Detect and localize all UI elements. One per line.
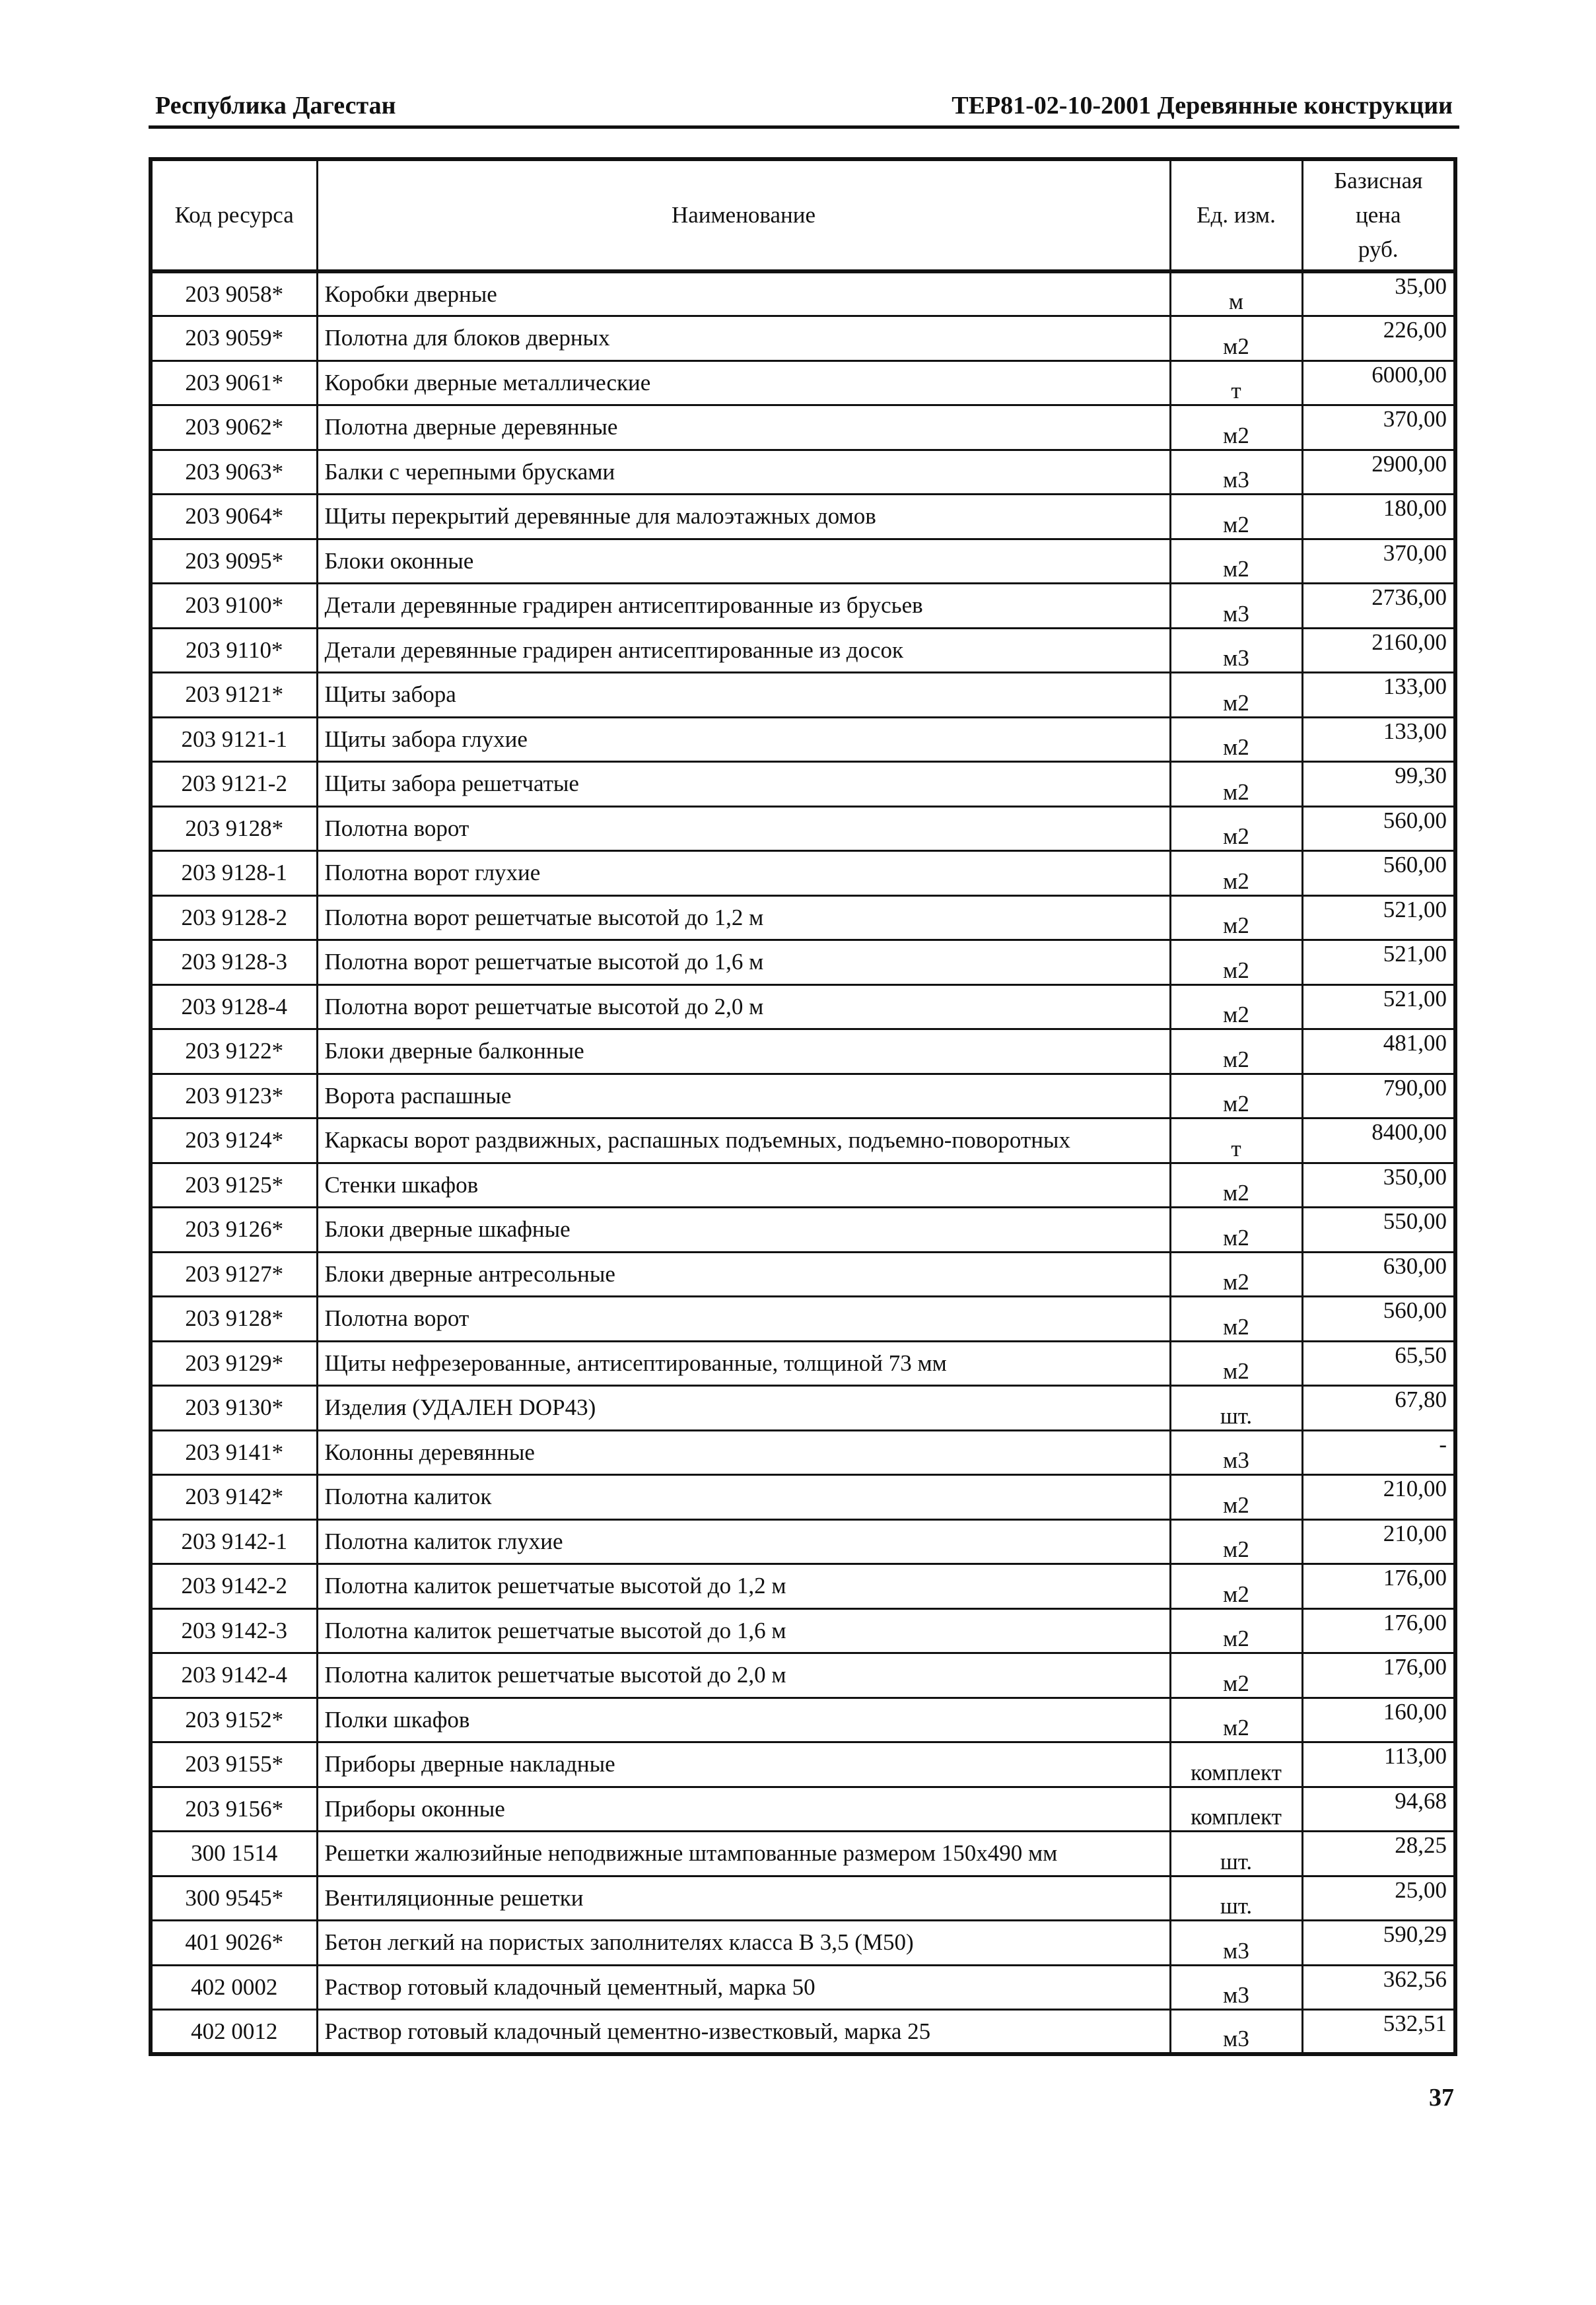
cell-price: 8400,00 (1302, 1118, 1455, 1163)
cell-name: Полотна калиток решетчатые высотой до 1,6 м (317, 1608, 1170, 1653)
cell-code: 203 9058* (151, 271, 317, 316)
cell-unit: м3 (1170, 450, 1302, 495)
cell-name: Раствор готовый кладочный цементный, марка 50 (317, 1965, 1170, 2010)
cell-unit: м2 (1170, 1297, 1302, 1342)
col-header-price-line3: руб. (1358, 236, 1399, 262)
cell-unit: м3 (1170, 584, 1302, 629)
cell-name: Полки шкафов (317, 1698, 1170, 1742)
cell-name: Стенки шкафов (317, 1163, 1170, 1208)
cell-price: 2160,00 (1302, 628, 1455, 673)
cell-price: 481,00 (1302, 1029, 1455, 1074)
cell-name: Блоки дверные балконные (317, 1029, 1170, 1074)
cell-name: Балки с черепными брусками (317, 450, 1170, 495)
cell-code: 203 9062* (151, 405, 317, 450)
cell-price: 28,25 (1302, 1832, 1455, 1876)
cell-code: 203 9121* (151, 673, 317, 718)
cell-code: 402 0002 (151, 1965, 317, 2010)
cell-unit: т (1170, 1118, 1302, 1163)
cell-code: 203 9121-1 (151, 717, 317, 762)
cell-name: Детали деревянные градирен антисептированные из досок (317, 628, 1170, 673)
cell-unit: т (1170, 361, 1302, 405)
cell-price: 180,00 (1302, 495, 1455, 539)
cell-price: 532,51 (1302, 2010, 1455, 2055)
cell-name: Полотна калиток (317, 1475, 1170, 1520)
cell-name: Коробки дверные (317, 271, 1170, 316)
cell-name: Полотна ворот решетчатые высотой до 1,6 м (317, 940, 1170, 985)
table-row (151, 1430, 1455, 1475)
cell-unit: м3 (1170, 1965, 1302, 2010)
cell-price: 521,00 (1302, 940, 1455, 985)
cell-name: Щиты забора (317, 673, 1170, 718)
table-row (151, 1742, 1455, 1787)
cell-unit: м2 (1170, 1564, 1302, 1609)
cell-code: 203 9110* (151, 628, 317, 673)
table-row (151, 717, 1455, 762)
cell-unit: комплект (1170, 1742, 1302, 1787)
cell-unit: м2 (1170, 495, 1302, 539)
cell-price: 560,00 (1302, 1297, 1455, 1342)
cell-price: 176,00 (1302, 1564, 1455, 1609)
table-row (151, 1074, 1455, 1118)
cell-unit: м2 (1170, 806, 1302, 851)
cell-price: 160,00 (1302, 1698, 1455, 1742)
cell-unit: м2 (1170, 851, 1302, 896)
cell-code: 203 9141* (151, 1430, 317, 1475)
cell-unit: м2 (1170, 940, 1302, 985)
cell-unit: м3 (1170, 2010, 1302, 2055)
cell-price: 65,50 (1302, 1341, 1455, 1386)
cell-code: 203 9100* (151, 584, 317, 629)
cell-code: 203 9122* (151, 1029, 317, 1074)
cell-name: Бетон легкий на пористых заполнителях класса В 3,5 (М50) (317, 1921, 1170, 1966)
cell-code: 203 9128-4 (151, 984, 317, 1029)
cell-price: 521,00 (1302, 895, 1455, 940)
resource-price-table (149, 157, 1457, 2056)
cell-name: Приборы дверные накладные (317, 1742, 1170, 1787)
cell-code: 203 9061* (151, 361, 317, 405)
cell-code: 203 9095* (151, 539, 317, 584)
cell-price: 99,30 (1302, 762, 1455, 807)
cell-code: 203 9128-3 (151, 940, 317, 985)
cell-unit: м2 (1170, 1029, 1302, 1074)
table-row (151, 895, 1455, 940)
table-row (151, 1341, 1455, 1386)
cell-name: Полотна ворот (317, 1297, 1170, 1342)
table-row (151, 539, 1455, 584)
cell-code: 203 9059* (151, 316, 317, 361)
cell-code: 203 9124* (151, 1118, 317, 1163)
col-header-price-line2: цена (1355, 202, 1401, 228)
cell-code: 203 9063* (151, 450, 317, 495)
cell-name: Полотна для блоков дверных (317, 316, 1170, 361)
table-row (151, 806, 1455, 851)
cell-code: 203 9142-1 (151, 1519, 317, 1564)
col-header-unit: Ед. изм. (1170, 159, 1302, 271)
cell-price: 226,00 (1302, 316, 1455, 361)
table-header-row (151, 159, 1455, 271)
cell-code: 203 9155* (151, 1742, 317, 1787)
cell-price: 2900,00 (1302, 450, 1455, 495)
cell-price: 590,29 (1302, 1921, 1455, 1966)
col-header-name: Наименование (317, 159, 1170, 271)
cell-unit: м2 (1170, 1608, 1302, 1653)
cell-unit: м (1170, 271, 1302, 316)
cell-price: 370,00 (1302, 405, 1455, 450)
table-row (151, 628, 1455, 673)
cell-code: 300 1514 (151, 1832, 317, 1876)
cell-code: 203 9125* (151, 1163, 317, 1208)
cell-price: 521,00 (1302, 984, 1455, 1029)
cell-name: Изделия (УДАЛЕН DOP43) (317, 1386, 1170, 1431)
cell-name: Блоки дверные шкафные (317, 1208, 1170, 1253)
cell-unit: м2 (1170, 539, 1302, 584)
cell-unit: м2 (1170, 762, 1302, 807)
page-number: 37 (1429, 2084, 1454, 2112)
table-row (151, 1608, 1455, 1653)
cell-code: 203 9142-2 (151, 1564, 317, 1609)
cell-name: Блоки оконные (317, 539, 1170, 584)
cell-unit: м2 (1170, 1341, 1302, 1386)
table-row (151, 2010, 1455, 2055)
cell-unit: шт. (1170, 1876, 1302, 1921)
cell-code: 203 9142* (151, 1475, 317, 1520)
cell-name: Приборы оконные (317, 1787, 1170, 1832)
table-row (151, 1965, 1455, 2010)
cell-price: 6000,00 (1302, 361, 1455, 405)
cell-unit: м2 (1170, 1475, 1302, 1520)
cell-unit: м2 (1170, 717, 1302, 762)
cell-unit: м2 (1170, 1208, 1302, 1253)
col-header-price-line1: Базисная (1334, 168, 1423, 193)
table-row (151, 673, 1455, 718)
cell-unit: м3 (1170, 1921, 1302, 1966)
table-row (151, 405, 1455, 450)
table-row (151, 316, 1455, 361)
table-row (151, 762, 1455, 807)
cell-code: 300 9545* (151, 1876, 317, 1921)
table-row (151, 1519, 1455, 1564)
cell-name: Детали деревянные градирен антисептированные из брусьев (317, 584, 1170, 629)
cell-code: 203 9129* (151, 1341, 317, 1386)
cell-name: Коробки дверные металлические (317, 361, 1170, 405)
table-row (151, 361, 1455, 405)
cell-unit: м2 (1170, 1163, 1302, 1208)
cell-price: 630,00 (1302, 1252, 1455, 1297)
cell-price: 210,00 (1302, 1475, 1455, 1520)
cell-unit: м3 (1170, 1430, 1302, 1475)
cell-unit: м2 (1170, 316, 1302, 361)
cell-price: 113,00 (1302, 1742, 1455, 1787)
cell-price: 67,80 (1302, 1386, 1455, 1431)
cell-code: 203 9128* (151, 806, 317, 851)
cell-price: 176,00 (1302, 1608, 1455, 1653)
cell-code: 401 9026* (151, 1921, 317, 1966)
cell-price: 25,00 (1302, 1876, 1455, 1921)
cell-price: 94,68 (1302, 1787, 1455, 1832)
cell-unit: шт. (1170, 1832, 1302, 1876)
cell-code: 203 9156* (151, 1787, 317, 1832)
cell-price: 35,00 (1302, 271, 1455, 316)
cell-code: 203 9064* (151, 495, 317, 539)
cell-name: Колонны деревянные (317, 1430, 1170, 1475)
cell-price: 350,00 (1302, 1163, 1455, 1208)
cell-code: 203 9128-2 (151, 895, 317, 940)
table-row (151, 450, 1455, 495)
cell-price: 550,00 (1302, 1208, 1455, 1253)
cell-unit: м2 (1170, 1698, 1302, 1742)
cell-name: Полотна ворот решетчатые высотой до 1,2 м (317, 895, 1170, 940)
cell-price: 2736,00 (1302, 584, 1455, 629)
cell-code: 203 9128-1 (151, 851, 317, 896)
cell-code: 203 9121-2 (151, 762, 317, 807)
cell-code: 203 9142-4 (151, 1653, 317, 1698)
cell-code: 203 9127* (151, 1252, 317, 1297)
cell-unit: шт. (1170, 1386, 1302, 1431)
cell-name: Щиты перекрытий деревянные для малоэтажных домов (317, 495, 1170, 539)
col-header-code: Код ресурса (151, 159, 317, 271)
page-header (149, 78, 1459, 129)
cell-name: Полотна калиток решетчатые высотой до 2,0 м (317, 1653, 1170, 1698)
cell-price: 560,00 (1302, 851, 1455, 896)
cell-price: 133,00 (1302, 673, 1455, 718)
cell-name: Решетки жалюзийные неподвижные штампованные размером 150х490 мм (317, 1832, 1170, 1876)
cell-name: Ворота распашные (317, 1074, 1170, 1118)
table-row (151, 851, 1455, 896)
cell-unit: м2 (1170, 1252, 1302, 1297)
cell-name: Щиты забора решетчатые (317, 762, 1170, 807)
cell-unit: м2 (1170, 1519, 1302, 1564)
table-row (151, 1921, 1455, 1966)
cell-code: 203 9128* (151, 1297, 317, 1342)
cell-name: Полотна калиток глухие (317, 1519, 1170, 1564)
cell-name: Щиты нефрезерованные, антисептированные, толщиной 73 мм (317, 1341, 1170, 1386)
cell-price: 133,00 (1302, 717, 1455, 762)
region-title: Республика Дагестан (155, 92, 396, 120)
col-header-price (1302, 159, 1455, 271)
cell-unit: м2 (1170, 984, 1302, 1029)
cell-code: 203 9130* (151, 1386, 317, 1431)
table-row (151, 1297, 1455, 1342)
table-row (151, 1475, 1455, 1520)
cell-price: 370,00 (1302, 539, 1455, 584)
cell-name: Вентиляционные решетки (317, 1876, 1170, 1921)
cell-price: 210,00 (1302, 1519, 1455, 1564)
cell-name: Каркасы ворот раздвижных, распашных подъемных, подъемно-поворотных (317, 1118, 1170, 1163)
cell-name: Полотна ворот (317, 806, 1170, 851)
table-row (151, 1653, 1455, 1698)
cell-code: 203 9126* (151, 1208, 317, 1253)
table-row (151, 984, 1455, 1029)
cell-unit: м2 (1170, 1653, 1302, 1698)
table-row (151, 1029, 1455, 1074)
table-row (151, 940, 1455, 985)
table-body (151, 271, 1455, 2054)
cell-name: Щиты забора глухие (317, 717, 1170, 762)
cell-unit: м3 (1170, 628, 1302, 673)
cell-unit: м2 (1170, 673, 1302, 718)
cell-code: 203 9123* (151, 1074, 317, 1118)
table-row (151, 1208, 1455, 1253)
table-row (151, 1163, 1455, 1208)
table-row (151, 1698, 1455, 1742)
table-row (151, 584, 1455, 629)
table-row (151, 1252, 1455, 1297)
cell-code: 402 0012 (151, 2010, 317, 2055)
table-row (151, 1564, 1455, 1609)
cell-price: 176,00 (1302, 1653, 1455, 1698)
table-row (151, 1832, 1455, 1876)
cell-name: Полотна дверные деревянные (317, 405, 1170, 450)
cell-price: 362,56 (1302, 1965, 1455, 2010)
cell-code: 203 9152* (151, 1698, 317, 1742)
table-row (151, 1787, 1455, 1832)
table-row (151, 1118, 1455, 1163)
cell-name: Блоки дверные антресольные (317, 1252, 1170, 1297)
cell-name: Раствор готовый кладочный цементно-известковый, марка 25 (317, 2010, 1170, 2055)
cell-name: Полотна ворот решетчатые высотой до 2,0 м (317, 984, 1170, 1029)
table-row (151, 1386, 1455, 1431)
cell-price: 790,00 (1302, 1074, 1455, 1118)
cell-unit: м2 (1170, 1074, 1302, 1118)
table-row (151, 1876, 1455, 1921)
cell-unit: м2 (1170, 895, 1302, 940)
cell-unit: комплект (1170, 1787, 1302, 1832)
cell-code: 203 9142-3 (151, 1608, 317, 1653)
cell-price: 560,00 (1302, 806, 1455, 851)
cell-price: - (1302, 1430, 1455, 1475)
document-title: ТЕР81-02-10-2001 Деревянные конструкции (952, 92, 1453, 120)
cell-unit: м2 (1170, 405, 1302, 450)
table-row (151, 495, 1455, 539)
table-row (151, 271, 1455, 316)
cell-name: Полотна калиток решетчатые высотой до 1,2 м (317, 1564, 1170, 1609)
cell-name: Полотна ворот глухие (317, 851, 1170, 896)
